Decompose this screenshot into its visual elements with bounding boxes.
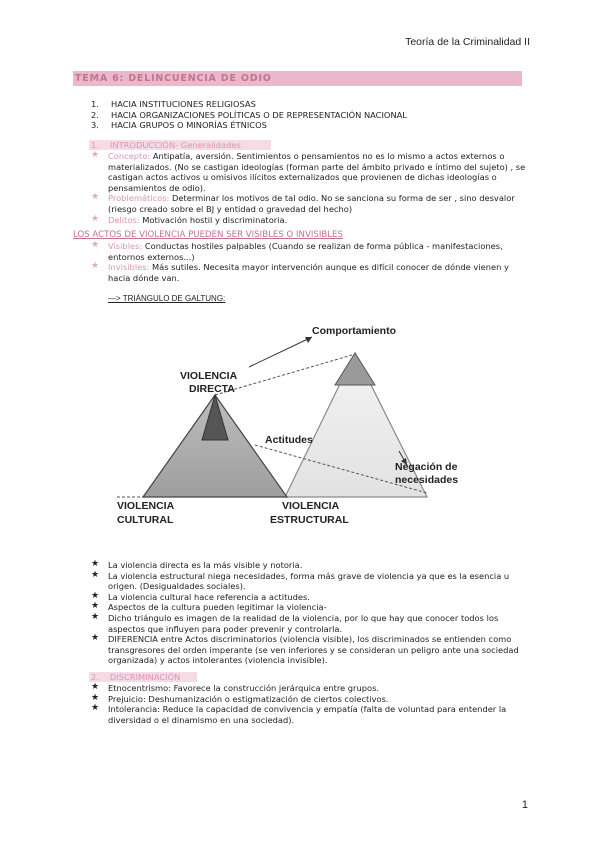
star-icon: ★ bbox=[91, 150, 100, 160]
list-item: ★ Concepto: Antipatía, aversión. Sentimientos o pensamientos no es lo mismo a actos externos o materializados. (No se castigan ideologías (forman parte del ámbito privado e íntimo del sujeto) , se castigan actos activos u omisivos ilícitos externalizados que provienen de dichas ideologías o pensamientos de odio). bbox=[91, 150, 526, 193]
label-comportamiento: Comportamiento bbox=[312, 325, 396, 337]
list-item: ★ Delitos: Motivación hostil y discriminatoria. bbox=[91, 213, 288, 225]
star-icon: ★ bbox=[91, 692, 100, 703]
label-negacion-2: necesidades bbox=[395, 474, 459, 486]
label-estructural-1: VIOLENCIA bbox=[282, 500, 340, 512]
galtung-diagram bbox=[107, 315, 471, 537]
list-item: ★ Prejuicio: Deshumanización o estigmatización de ciertos colectivos. bbox=[91, 692, 389, 704]
list-item: ★ Intolerancia: Reduce la capacidad de convivencia y empatía (falta de voluntad para entender la diversidad o el dinamismo en una sociedad). bbox=[91, 703, 507, 725]
star-icon: ★ bbox=[91, 703, 100, 714]
star-icon: ★ bbox=[91, 633, 100, 644]
star-icon: ★ bbox=[91, 213, 100, 224]
label-negacion-1: Negación de bbox=[395, 461, 458, 473]
list-item: ★ La violencia directa es la más visible y notoria. bbox=[91, 559, 303, 570]
list-item: 2. HACIA ORGANIZACIONES POLÍTICAS O DE REPRESENTACIÓN NACIONAL bbox=[91, 109, 407, 120]
list-item: ★ Dicho triángulo es imagen de la realidad de la violencia, por lo que hay que conocer todos los aspectos que influyen para poder prevenir y controlarla. bbox=[91, 611, 499, 634]
section-1-list bbox=[91, 151, 526, 225]
page-number: 1 bbox=[521, 799, 528, 811]
arrow-line bbox=[249, 337, 312, 367]
label-violencia-directa-1: VIOLENCIA bbox=[180, 370, 238, 382]
section-2-list bbox=[91, 683, 526, 725]
list-item: ★ Invisibles: Más sutiles. Necesita mayor intervención aunque es difícil conocer de dónde vienen y hacia dónde van. bbox=[91, 261, 509, 283]
galtung-label: —> TRIÁNGULO DE GALTUNG: bbox=[108, 294, 226, 303]
course-header: Teoría de la Criminalidad II bbox=[405, 36, 530, 48]
star-icon: ★ bbox=[91, 682, 100, 692]
star-icon: ★ bbox=[91, 569, 100, 580]
galtung-notes bbox=[91, 560, 526, 666]
page-title: TEMA 6: DELINCUENCIA DE ODIO bbox=[75, 73, 272, 84]
star-icon: ★ bbox=[91, 590, 100, 601]
list-item: ★ Visibles: Conductas hostiles palpables (Cuando se realizan de forma pública - manifestaciones, entornos externos...) bbox=[91, 240, 503, 262]
intro-list bbox=[91, 99, 521, 131]
star-icon: ★ bbox=[91, 240, 100, 250]
label-violencia-directa-2: DIRECTA bbox=[189, 383, 235, 395]
star-icon: ★ bbox=[91, 559, 100, 569]
star-icon: ★ bbox=[91, 192, 100, 203]
list-item: ★ Etnocentrismo: Favorece la construcción jerárquica entre grupos. bbox=[91, 682, 380, 693]
list-item: ★ DIFERENCIA entre Actos discriminatorios (violencia visible), los discriminados se entienden como transgresores del orden imperante (se ven inferiores y se consideran un peligro ante una sociedad organizada) y actos intolerantes (violencia invisible). bbox=[91, 633, 519, 666]
list-item: ★ La violencia estructural niega necesidades, forma más grave de violencia ya que es la esencia u origen. (Desigualdades sociales). bbox=[91, 569, 510, 592]
visibles-list bbox=[91, 241, 526, 283]
label-cultural-2: CULTURAL bbox=[117, 514, 174, 526]
galtung-svg bbox=[107, 315, 471, 537]
star-icon: ★ bbox=[91, 601, 100, 612]
list-item: ★ Problemáticos: Determinar los motivos de tal odio. No se sanciona su forma de ser , sino desvalor (riesgo creado sobre el BJ y entidad o gravedad del hecho) bbox=[91, 192, 515, 214]
label-estructural-2: ESTRUCTURAL bbox=[270, 514, 349, 526]
section-1-heading: 1. INTRODUCCIÓN- Generalidades bbox=[91, 140, 241, 150]
list-item: 1. HACIA INSTITUCIONES RELIGIOSAS bbox=[91, 99, 256, 109]
list-item: ★ La violencia cultural hace referencia a actitudes. bbox=[91, 590, 310, 602]
label-cultural-1: VIOLENCIA bbox=[117, 500, 175, 512]
star-icon: ★ bbox=[91, 611, 100, 622]
section-2-heading: 2. DISCRIMINACIÓN bbox=[91, 672, 181, 682]
list-item: ★ Aspectos de la cultura pueden legitimar la violencia- bbox=[91, 601, 327, 613]
star-icon: ★ bbox=[91, 261, 100, 272]
list-item: 3. HACIA GRUPOS O MINORÍAS ÉTNICOS bbox=[91, 120, 267, 131]
visibles-heading: LOS ACTOS DE VIOLENCIA PUEDEN SER VISIBLES O INVISIBLES bbox=[73, 230, 343, 240]
label-actitudes: Actitudes bbox=[265, 434, 313, 446]
